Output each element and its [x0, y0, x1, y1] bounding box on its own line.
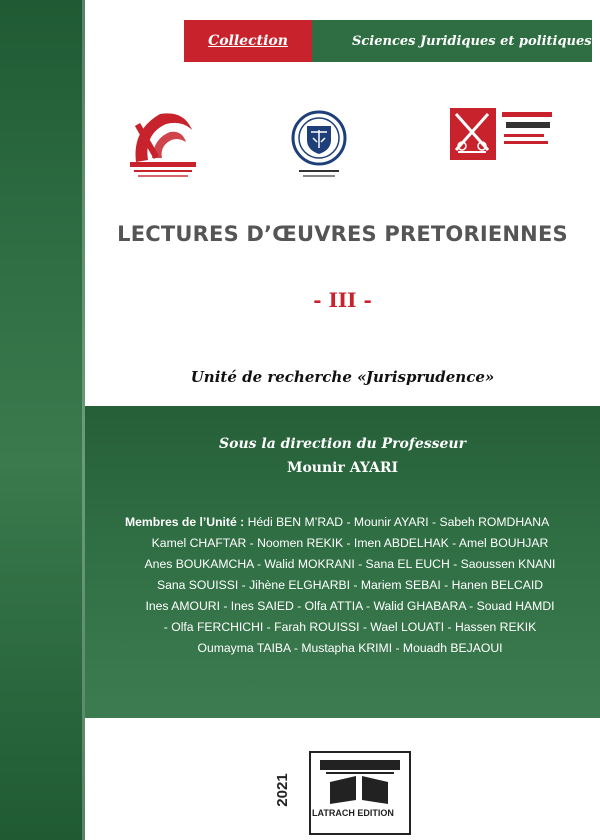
collection-series-box [312, 20, 592, 62]
director-name: Mounir AYARI [286, 460, 399, 476]
collection-banner [184, 20, 592, 62]
book-title: LECTURES D’ŒUVRES PRETORIENNES [117, 222, 568, 246]
collection-label: Collection [208, 33, 288, 49]
research-unit: Unité de recherche «Jurisprudence» [190, 368, 495, 386]
members-line: Membres de l’Unité : Hédi BEN M’RAD - Mounir AYARI - Sabeh ROMDHANA [125, 515, 550, 529]
green-spine-strip [0, 0, 85, 840]
members-line: Anes BOUKAMCHA - Walid MOKRANI - Sana EL EUCH - Saoussen KNANI [144, 557, 556, 571]
university-seal-icon [122, 100, 204, 182]
publisher-name: LATRACH EDITION [312, 808, 394, 818]
members-list [125, 512, 575, 659]
collection-series: Sciences Juridiques et politiques [352, 33, 592, 49]
publication-year: 2021 [274, 773, 291, 807]
members-line: Sana SOUISSI - Jihène ELGHARBI - Mariem SEBAI - Hanen BELCAID [156, 578, 544, 592]
direction-label: Sous la direction du Professeur [219, 436, 466, 452]
members-line: Kamel CHAFTAR - Noomen REKIK - Imen ABDELHAK - Amel BOUHJAR [151, 536, 549, 550]
collection-label-box [184, 20, 312, 62]
members-line: Ines AMOURI - Ines SAIED - Olfa ATTIA - Walid GHABARA - Souad HAMDI [145, 599, 555, 613]
volume-number: - III - [313, 288, 372, 312]
jurisprudence-unit-logo-icon [448, 106, 560, 174]
authors-panel [85, 406, 600, 718]
faculty-emblem-icon [283, 108, 355, 180]
members-line: - Olfa FERCHICHI - Farah ROUISSI - Wael LOUATI - Hassen REKIK [163, 620, 537, 634]
publisher-logo-icon [300, 744, 420, 840]
members-label: Membres de l’Unité : [125, 515, 245, 529]
members-line: Oumayma TAIBA - Mustapha KRIMI - Mouadh BEJAOUI [197, 641, 503, 655]
